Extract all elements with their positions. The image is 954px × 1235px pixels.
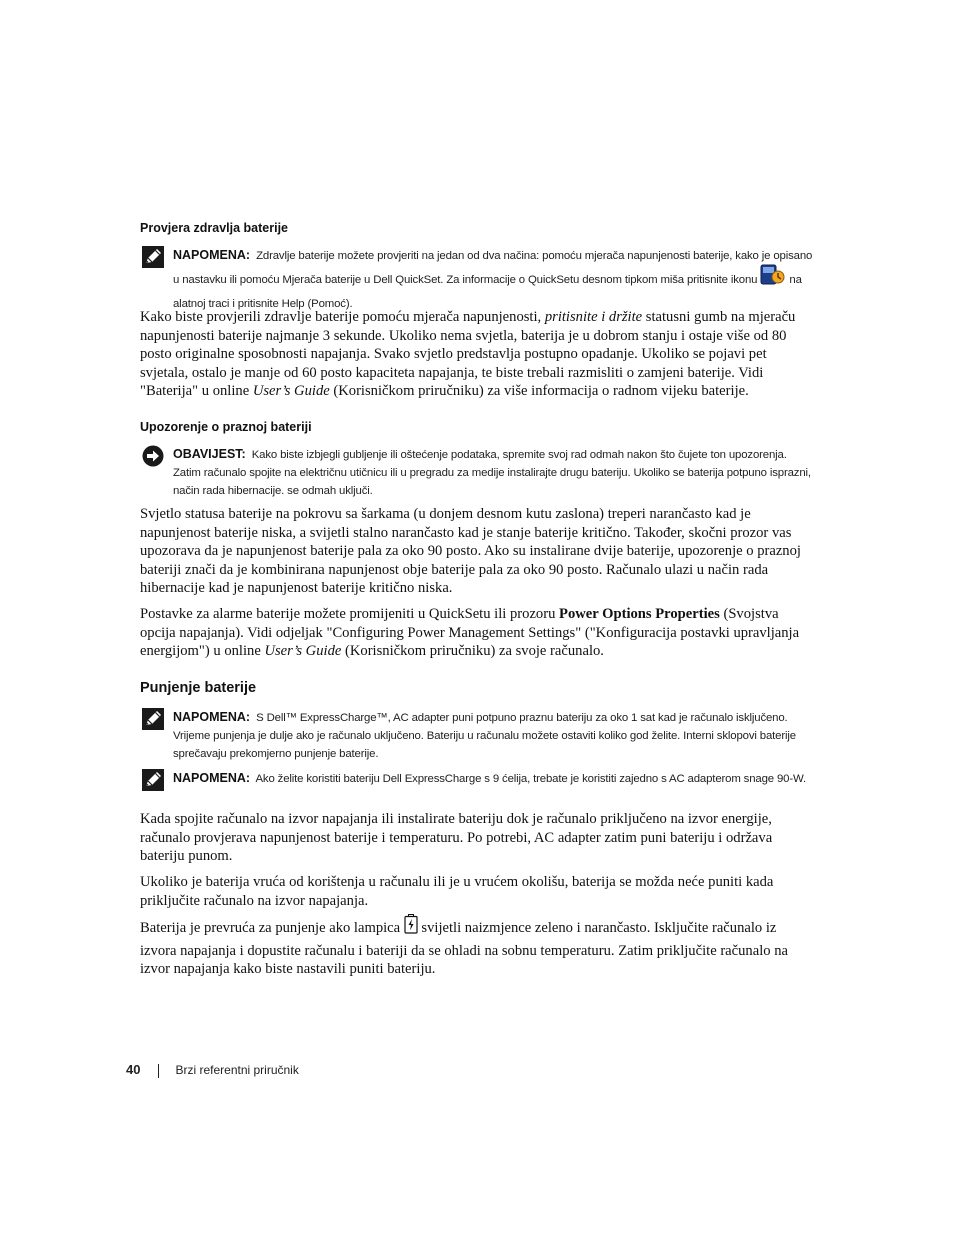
section-heading-charging: Punjenje baterije [140, 680, 257, 696]
paragraph-hot-battery: Ukoliko je baterija vruća od korištenja u računalu ili je u vrućem okolišu, baterija se možda neće puniti kada priključite računalo na izvor napajanja. [140, 874, 774, 909]
para-text: Kako biste provjerili zdravlje baterije pomoću mjerača napunjenosti, [140, 309, 545, 325]
note-pencil-icon [142, 708, 164, 730]
para-text: Postavke za alarme baterije možete promijeniti u QuickSetu ili prozoru [140, 606, 560, 622]
notice-label: OBAVIJEST: [173, 447, 246, 461]
para-text: statusni gumb na mjeraču napunjenosti baterije najmanje 3 sekunde. Ukoliko nema svjetla, baterija je u dobrom stanju i ostaje više od 80 posto originalne sposobnosti napajanja. Svako svjetlo predstavlja postupno opadanje. Ukoliko se pojavi pet svjetala, ostalo je manje od 60 posto kapaciteta napajanja, te biste trebali razmisliti o zamjeni baterije. Vidi "Baterija" u online [140, 309, 796, 400]
footer-title: Brzi referentni priručnik [175, 1063, 299, 1077]
note-body: S Dell™ ExpressCharge™, AC adapter puni potpuno praznu bateriju za oko 1 sat kad je računalo isključeno. Vrijeme punjenja je dulje ako je računalo uključeno. Bateriju u računalu možete ostaviti koliko god želite. Interni sklopovi baterije sprečavaju prekomjerno punjenje baterije. [173, 712, 796, 760]
note-label: NAPOMENA: [173, 248, 251, 262]
note-pencil-icon [142, 769, 164, 791]
para-text: Baterija je prevruća za punjenje ako lampica [140, 920, 404, 937]
section-heading-battery-health: Provjera zdravlja baterije [140, 221, 288, 235]
note-body-end: na alatnoj traci i pritisnite Help (Pomoć). [173, 274, 802, 310]
note-body: Ako želite koristiti bateriju Dell ExpressCharge s 9 ćelija, trebate je koristiti zajedno s AC adapterom snage 90-W. [255, 773, 806, 785]
battery-charge-icon [404, 914, 418, 940]
note-text [173, 708, 814, 763]
para-text: svijetli naizmjence zeleno i narančasto. Isključite računalo iz izvora napajanja i dopustite računalu i bateriji da se ohladi na sobnu temperaturu. Zatim priključite računalo na izvor napajanja kako biste nastavili puniti bateriju. [140, 920, 788, 978]
paragraph-charging-process: Kada spojite računalo na izvor napajanja ili instalirate bateriju dok je računalo priključeno na izvor energije, računalo provjerava napunjenost baterije i temperaturu. Po potrebi, AC adapter zatim puni bateriju i održava bateriju punom. [140, 811, 773, 865]
para-emphasis: User’s Guide [252, 383, 330, 400]
note-body: Zdravlje baterije možete provjeriti na jedan od dva načina: pomoću mjerača napunjenosti baterije, kako je opisano u nastavku ili pomoću Mjerača baterije u Dell QuickSet. Za informacije o QuickSetu desnom tipkom miša pritisnite ikonu [173, 250, 813, 287]
footer-divider [158, 1064, 159, 1078]
section-heading-low-battery-warning: Upozorenje o praznoj bateriji [140, 420, 312, 434]
para-strong: Power Options Properties [559, 606, 720, 622]
note-text [173, 769, 814, 788]
para-emphasis: pritisnite i držite [544, 309, 643, 325]
para-text: (Korisničkom priručniku) za svoje računalo. [341, 643, 604, 660]
paragraph-low-battery-status: Svjetlo statusa baterije na pokrovu sa šarkama (u donjem desnom kutu zaslona) treperi narančasto kad je napunjenost baterije niska, a svijetli stalno narančasto kad je stanje baterije kritično. Također, skočni prozor vas upozorava da je napunjenost baterije pala za oko 90 posto. Ako su instalirane dvije baterije, upozorenje o praznoj bateriji znači da je kombinirana napunjenost obje baterije pala za oko 90 posto. Računalo ulazi u način rada hibernacije kad je napunjenost baterije kritično niska. [140, 506, 801, 597]
paragraph-battery-too-hot [140, 916, 815, 979]
para-emphasis: User’s Guide [264, 643, 342, 660]
note-9-cell-battery [142, 769, 814, 788]
notice-arrow-icon [142, 445, 164, 467]
note-text [173, 246, 814, 313]
page-footer [126, 1062, 299, 1078]
notice-low-battery [142, 445, 814, 500]
para-text: (Svojstva opcija napajanja). Vidi odjeljak "Configuring Power Management Settings" ("Konfiguracija postavki upravljanja energijom") u online [140, 606, 800, 660]
paragraph-battery-health [140, 308, 815, 401]
note-label: NAPOMENA: [173, 710, 251, 724]
paragraph-alarm-settings [140, 605, 815, 661]
notice-text [173, 445, 814, 500]
note-battery-health [142, 246, 814, 313]
notice-body: Kako biste izbjegli gubljenje ili oštećenje podataka, spremite svoj rad odmah nakon što čujete ton upozorenja. Zatim računalo spojite na električnu utičnicu ili u pregradu za medije instalirajte drugu bateriju. Ukoliko se baterija potpuno isprazni, način rada hibernacije. se odmah uključi. [173, 449, 811, 497]
para-text: (Korisničkom priručniku) za više informacija o radnom vijeku baterije. [329, 383, 749, 400]
note-pencil-icon [142, 246, 164, 268]
note-label: NAPOMENA: [173, 771, 251, 785]
quickset-icon [760, 263, 786, 293]
page-number: 40 [126, 1062, 141, 1077]
note-expresscharge [142, 708, 814, 763]
